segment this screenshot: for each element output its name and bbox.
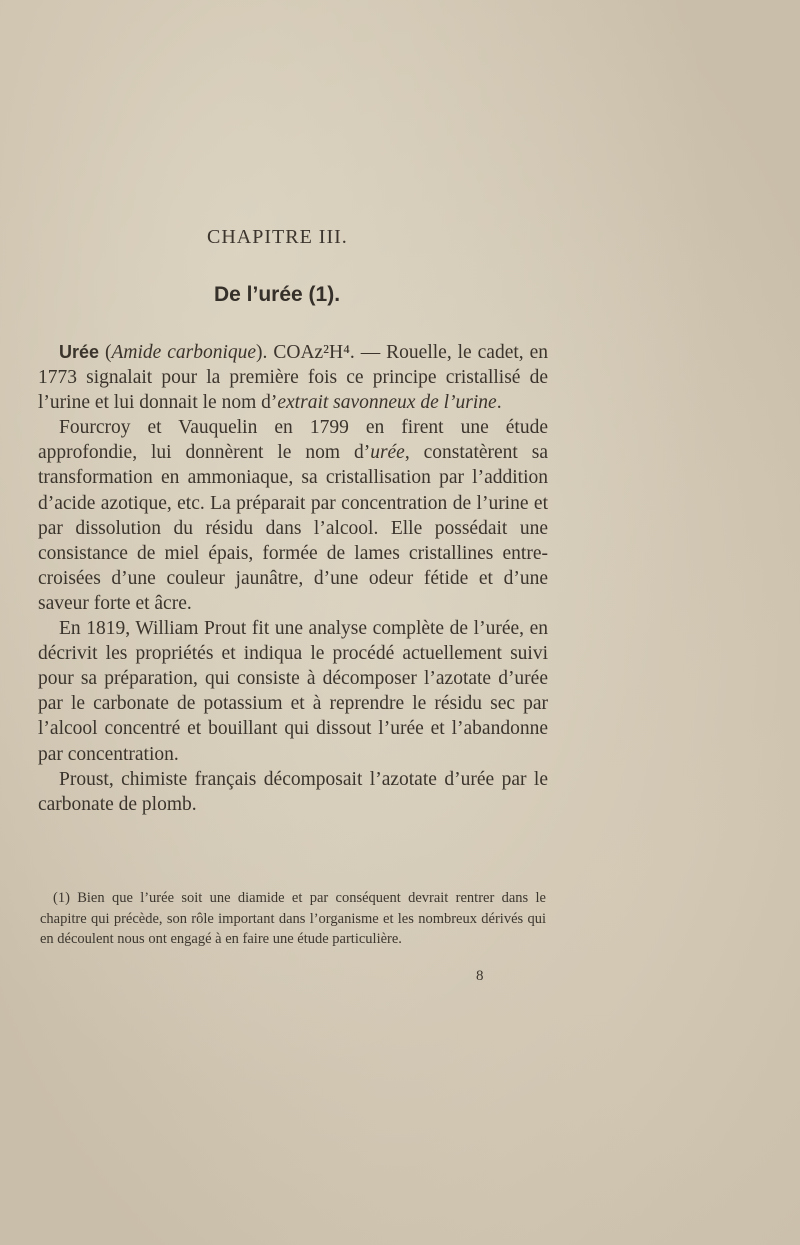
paragraph-1	[38, 340, 548, 415]
paragraph-2	[38, 415, 548, 616]
open-paren: (	[99, 342, 112, 363]
paragraph-2-text-a: Fourcroy et Vauquelin en 1799 en firent une étude approfondie, lui donnèrent le nom d’	[38, 417, 548, 464]
lead-italic: Amide carbonique	[111, 342, 257, 363]
paragraph-1-italic: extrait savonneux de l’urine	[277, 392, 497, 414]
chapter-heading: CHAPITRE III.	[207, 226, 348, 248]
close-paren: ).	[256, 342, 274, 363]
signature-mark: 8	[476, 968, 484, 984]
body-text	[38, 340, 548, 817]
lead-word: Urée	[59, 342, 100, 362]
paragraph-1-text: — Rouelle, le cadet, en 1773 signalait pour la première fois ce principe cristallisé de l’urine et lui donnait le nom d’	[38, 342, 548, 414]
paragraph-4: Proust, chimiste français décomposait l’azotate d’urée par le carbonate de plomb.	[38, 768, 548, 815]
chemical-formula: COAz²H⁴.	[273, 342, 355, 363]
paragraph-3: En 1819, William Prout fit une analyse complète de l’urée, en décrivit les propriétés et indiqua le procédé actuellement suivi pour sa préparation, qui consiste à décomposer l’azotate d’urée par le carbonate de potassium et à reprendre le résidu sec par l’alcool concentré et bouillant qui dissout l’urée et l’abandonne par concentration.	[38, 618, 548, 765]
paragraph-2-text-b: , constatèrent sa transformation en ammoniaque, sa cristallisation par l’addition d’acide azotique, etc. La préparait par concentration de l’urine et par dissolution du résidu dans l’alcool. Elle possédait une consistance de miel épais, formée de lames cristallines entre-croisées d’une couleur jaunâtre, d’une odeur fétide et d’une saveur forte et âcre.	[38, 442, 548, 614]
section-title: De l’urée (1).	[214, 283, 341, 306]
footnote-text: (1) Bien que l’urée soit une diamide et par conséquent devrait rentrer dans le chapitre qui précède, son rôle important dans l’organisme et les nombreux dérivés qui en découlent nous ont engagé à en faire une étude particulière.	[40, 890, 546, 947]
paragraph-2-italic: urée	[370, 442, 405, 464]
footnote	[40, 888, 546, 950]
paragraph-1-end: .	[496, 392, 502, 414]
